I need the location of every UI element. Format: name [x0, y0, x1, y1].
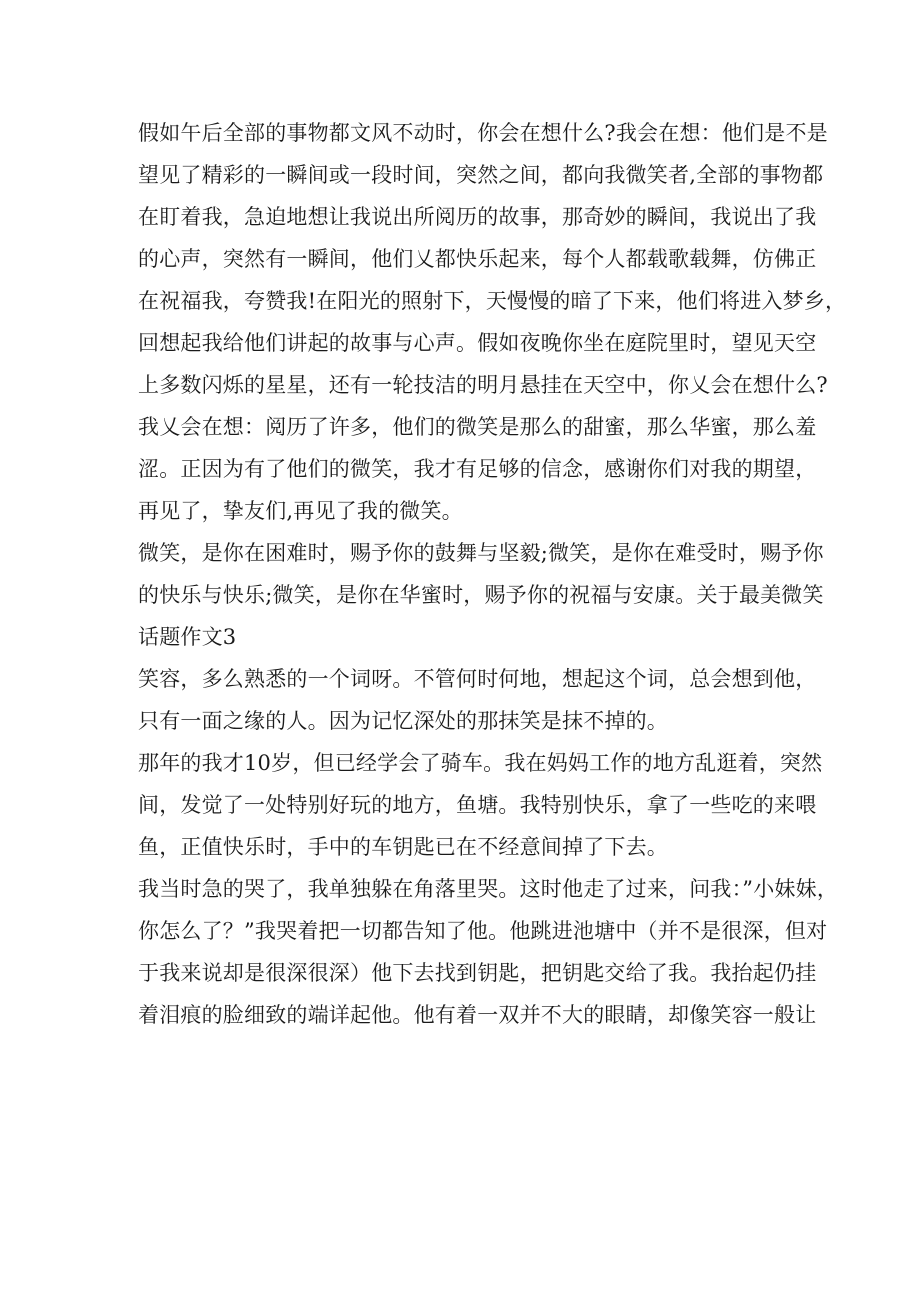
text-line: 回想起我给他们讲起的故事与心声。假如夜晚你坐在庭院里时，望见天空: [138, 331, 817, 355]
section-heading: 话题作文3: [138, 625, 237, 649]
text-line: 你怎么了？”我哭着把一切都告知了他。他跳进池塘中（并不是很深，但对: [138, 919, 828, 943]
text-line: 于我来说却是很深很深）他下去找到钥匙，把钥匙交给了我。我抬起仍挂: [138, 961, 817, 985]
text-line: 望见了精彩的一瞬间或一段时间，突然之间，都向我微笑者,全部的事物都: [138, 163, 824, 187]
text-line: 在盯着我，急迫地想让我说出所阅历的故事，那奇妙的瞬间，我说出了我: [138, 205, 817, 229]
text-line: 微笑，是你在困难时，赐予你的鼓舞与坚毅;微笑，是你在难受时，赐予你: [138, 541, 824, 565]
text-line: 我当时急的哭了，我单独躲在角落里哭。这时他走了过来，问我：”小妹妹，: [138, 877, 839, 901]
document-body: [138, 112, 847, 1036]
text-line: 我乂会在想：阅历了许多，他们的微笑是那么的甜蜜，那么华蜜，那么羞: [138, 415, 817, 439]
text-line: 的快乐与快乐;微笑，是你在华蜜时，赐予你的祝福与安康。关于最美微笑: [138, 583, 824, 607]
text-line: 上多数闪烁的星星，还有一轮技洁的明月悬挂在天空中，你乂会在想什么?: [138, 373, 828, 397]
text-line: 只有一面之缘的人。因为记忆深处的那抹笑是抹不掉的。: [138, 709, 668, 733]
text-line: 那年的我才10岁，但已经学会了骑车。我在妈妈工作的地方乱逛着，突然: [138, 751, 823, 775]
text-line: 涩。正因为有了他们的微笑，我才有足够的信念，感谢你们对我的期望，: [138, 457, 817, 481]
text-line: 假如午后全部的事物都文风不动时，你会在想什么?我会在想：他们是不是: [138, 121, 828, 145]
text-line: 鱼，正值快乐时，手中的车钥匙已在不经意间掉了下去。: [138, 835, 668, 859]
text-line: 在祝福我，夸赞我!在阳光的照射下，天慢慢的暗了下来，他们将进入梦乡，: [138, 289, 847, 313]
text-line: 笑容，多么熟悉的一个词呀。不管何时何地，想起这个词，总会想到他，: [138, 667, 817, 691]
text-line: 着泪痕的脸细致的端详起他。他有着一双并不大的眼睛，却像笑容一般让: [138, 1003, 817, 1027]
text-line: 再见了，挚友们,再见了我的微笑。: [138, 499, 463, 523]
text-line: 的心声，突然有一瞬间，他们乂都快乐起来，每个人都载歌载舞，仿佛正: [138, 247, 817, 271]
text-line: 间，发觉了一处特别好玩的地方，鱼塘。我特别快乐，拿了一些吃的来喂: [138, 793, 817, 817]
